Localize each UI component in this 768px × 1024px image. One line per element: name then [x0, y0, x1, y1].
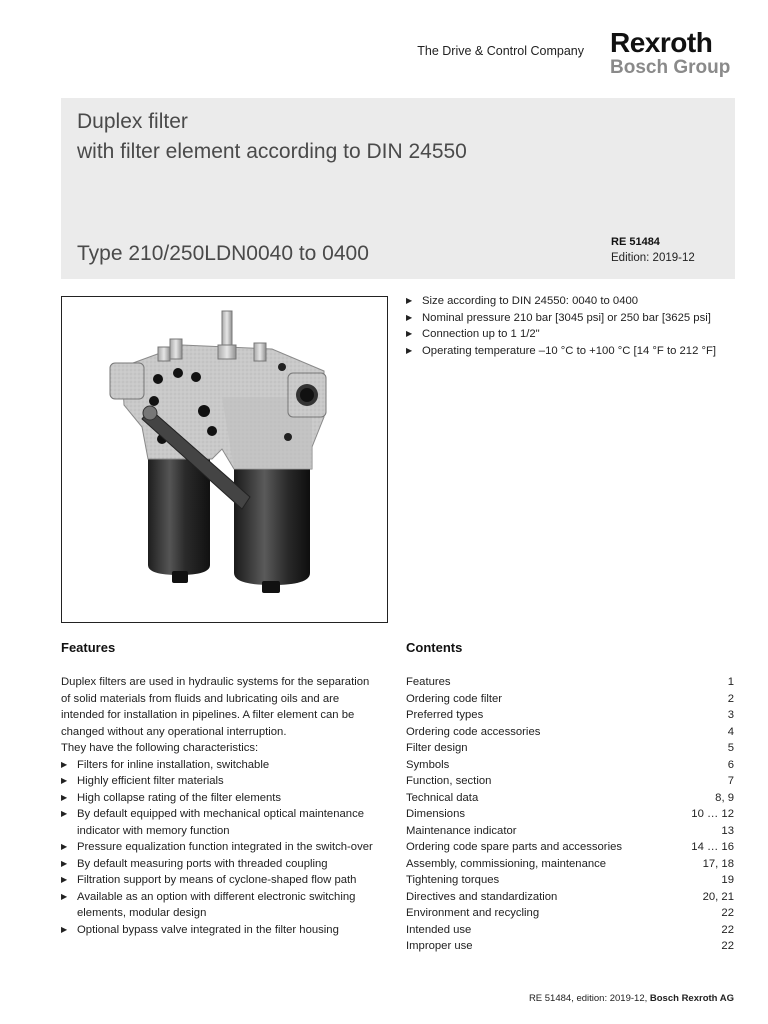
toc-label: Features [406, 676, 451, 688]
toc-page: 4 [727, 725, 734, 738]
toc-page: 17, 18 [702, 857, 734, 870]
toc-label: Filter design [406, 742, 468, 754]
page-footer [529, 993, 734, 1004]
toc-page: 22 [721, 907, 734, 919]
feature-item: ▶ Highly efficient filter materials [61, 773, 381, 790]
toc-label: Maintenance indicator [406, 824, 517, 837]
toc-page: 3 [727, 709, 734, 721]
toc-label: Preferred types [406, 709, 484, 721]
key-feature-item: ▶ Operating temperature –10 °C to +100 °C [14 °F to 212 °F] [406, 343, 746, 360]
toc-row[interactable] [406, 757, 734, 774]
feature-item: ▶ High collapse rating of the filter elements [61, 790, 381, 807]
rexroth-logo [610, 28, 730, 78]
toc-label: Technical data [406, 791, 479, 804]
toc-page: 5 [727, 742, 734, 754]
features-section [61, 674, 381, 938]
feature-item: ▶ By default measuring ports with threaded coupling [61, 856, 381, 873]
toc-page: 22 [721, 940, 734, 952]
company-tagline: The Drive & Control Company [417, 44, 584, 58]
toc-label: Ordering code spare parts and accessories [406, 841, 623, 853]
toc-label: Dimensions [406, 808, 466, 820]
toc-row[interactable] [406, 938, 734, 955]
toc-page: 10 … 12 [691, 808, 734, 820]
toc-label: Tightening torques [406, 874, 500, 886]
features-heading: Features [61, 640, 116, 655]
toc-page: 1 [727, 676, 734, 688]
edition: Edition: 2019-12 [611, 252, 695, 264]
toc-row[interactable] [406, 839, 734, 856]
toc-row[interactable] [406, 806, 734, 823]
re-number: RE 51484 [611, 236, 660, 248]
key-feature-item: ▶ Connection up to 1 1/2" [406, 326, 746, 343]
key-feature-item: ▶ Size according to DIN 24550: 0040 to 0400 [406, 293, 746, 310]
toc-page: 2 [727, 692, 734, 705]
toc-page: 19 [721, 874, 734, 886]
toc-row[interactable] [406, 889, 734, 906]
toc-label: Improper use [406, 940, 473, 952]
toc-row[interactable] [406, 856, 734, 873]
toc-page: 20, 21 [702, 890, 734, 903]
toc-row[interactable] [406, 724, 734, 741]
toc-page: 6 [727, 758, 734, 771]
toc-row[interactable] [406, 905, 734, 922]
toc-row[interactable] [406, 872, 734, 889]
feature-item: ▶ Pressure equalization function integrated in the switch-over [61, 839, 381, 856]
toc-label: Ordering code accessories [406, 725, 541, 738]
feature-item: ▶ Optional bypass valve integrated in the filter housing [61, 922, 381, 939]
feature-item: ▶ Filters for inline installation, switchable [61, 757, 381, 774]
features-intro: Duplex filters are used in hydraulic systems for the separation of solid materials from fluids and lubricating oils and are intended for installation in pipelines. A filter element can be changed without any operational interruption. [61, 676, 370, 738]
footer-company: Bosch Rexroth AG [649, 993, 734, 1004]
toc-row[interactable] [406, 922, 734, 939]
doc-title-line2: with filter element according to DIN 24550 [77, 140, 467, 163]
toc-label: Directives and standardization [406, 890, 558, 903]
footer-text: RE 51484, edition: 2019-12, [528, 993, 648, 1004]
brand-group: Bosch Group [610, 57, 731, 78]
toc-page: 13 [721, 824, 734, 837]
feature-item: ▶ Filtration support by means of cyclone-shaped flow path [61, 872, 381, 889]
toc-label: Environment and recycling [406, 907, 540, 919]
key-features-list [406, 293, 746, 359]
toc-page: 7 [727, 775, 734, 787]
contents-heading: Contents [406, 640, 463, 655]
feature-item: ▶ By default equipped with mechanical optical maintenance indicator with memory function [61, 806, 381, 839]
toc-page: 8, 9 [715, 791, 734, 804]
toc-label: Ordering code filter [406, 692, 503, 705]
features-list [61, 757, 381, 939]
toc-page: 14 … 16 [691, 841, 734, 853]
toc-label: Intended use [406, 923, 472, 936]
toc-row[interactable] [406, 740, 734, 757]
toc-label: Symbols [406, 758, 450, 771]
toc-row[interactable] [406, 823, 734, 840]
doc-title-line1: Duplex filter [77, 110, 188, 133]
toc-row[interactable] [406, 773, 734, 790]
brand-name: Rexroth [610, 27, 713, 58]
features-lead: They have the following characteristics: [61, 742, 259, 754]
table-of-contents [406, 674, 734, 955]
duplex-filter-illustration [62, 297, 387, 622]
toc-row[interactable] [406, 790, 734, 807]
toc-row[interactable] [406, 691, 734, 708]
toc-label: Assembly, commissioning, maintenance [406, 857, 607, 870]
product-photo [61, 296, 388, 623]
toc-page: 22 [721, 923, 734, 936]
feature-item: ▶ Available as an option with different electronic switching elements, modular design [61, 889, 381, 922]
toc-label: Function, section [406, 775, 492, 787]
toc-row[interactable] [406, 674, 734, 691]
key-feature-item: ▶ Nominal pressure 210 bar [3045 psi] or 250 bar [3625 psi] [406, 310, 746, 327]
doc-type: Type 210/250LDN0040 to 0400 [77, 242, 369, 265]
toc-row[interactable] [406, 707, 734, 724]
